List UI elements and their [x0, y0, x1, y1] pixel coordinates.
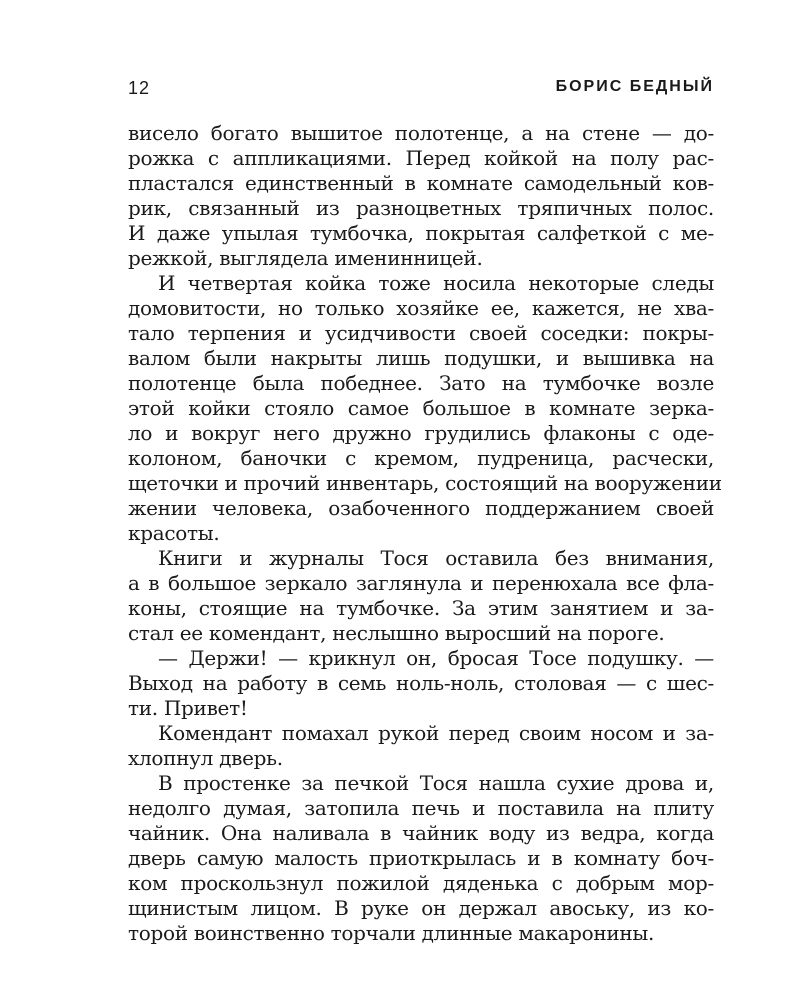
text-line: ти. Привет! [128, 696, 248, 720]
text-line: колоном, баночки с кремом, пудреница, расчески, [128, 446, 714, 470]
running-head [128, 78, 714, 104]
text-line: коны, стоящие на тумбочке. За этим занятием и за- [128, 596, 714, 620]
text-line: тало терпения и усидчивости своей соседки: покры- [128, 321, 714, 345]
text-line: И даже упылая тумбочка, покрытая салфеткой с ме- [128, 221, 714, 245]
text-line: домовитости, но только хозяйке ее, кажется, не хва- [128, 296, 714, 320]
text-line: режкой, выглядела именинницей. [128, 246, 483, 270]
page-number: 12 [128, 78, 151, 98]
text-line: щеточки и прочий инвентарь, состоящий на вооружении [128, 471, 722, 495]
text-line: Книги и журналы Тося оставила без внимания, [158, 546, 714, 570]
text-line: этой койки стояло самое большое в комнате зерка- [128, 396, 714, 420]
text-line: стал ее комендант, неслышно выросший на пороге. [128, 621, 665, 645]
text-line: чайник. Она наливала в чайник воду из ведра, когда [128, 821, 714, 845]
text-line: — Держи! — крикнул он, бросая Тосе подушку. — [158, 646, 714, 670]
text-line: рожка с аппликациями. Перед койкой на полу рас- [128, 146, 714, 170]
text-line: полотенце была победнее. Зато на тумбочке возле [128, 371, 714, 395]
body-text [128, 121, 722, 946]
text-line: ком проскользнул пожилой дяденька с добрым мор- [128, 871, 714, 895]
text-line: красоты. [128, 521, 220, 545]
text-line: рик, связанный из разноцветных тряпичных полос. [128, 196, 714, 220]
author-name: БОРИС БЕДНЫЙ [555, 78, 714, 95]
text-line: а в большое зеркало заглянула и перенюхала все фла- [128, 571, 714, 595]
text-line: Комендант помахал рукой перед своим носом и за- [158, 721, 714, 745]
text-line: В простенке за печкой Тося нашла сухие дрова и, [158, 771, 714, 795]
text-line: И четвертая койка тоже носила некоторые следы [158, 271, 714, 295]
text-line: жении человека, озабоченного поддержанием своей [128, 496, 714, 520]
text-line: недолго думая, затопила печь и поставила на плиту [128, 796, 714, 820]
text-line: щинистым лицом. В руке он держал авоську, из ко- [128, 896, 714, 920]
text-line: Выход на работу в семь ноль-ноль, столовая — с шес- [128, 671, 714, 695]
text-line: дверь самую малость приоткрылась и в комнату боч- [128, 846, 714, 870]
text-line: висело богато вышитое полотенце, а на стене — до- [128, 121, 714, 145]
text-line: валом были накрыты лишь подушки, и вышивка на [128, 346, 714, 370]
text-line: торой воинственно торчали длинные макаронины. [128, 921, 655, 945]
text-line: пластался единственный в комнате самодельный ков- [128, 171, 714, 195]
text-line: ло и вокруг него дружно грудились флаконы с оде- [128, 421, 714, 445]
text-line: хлопнул дверь. [128, 746, 283, 770]
